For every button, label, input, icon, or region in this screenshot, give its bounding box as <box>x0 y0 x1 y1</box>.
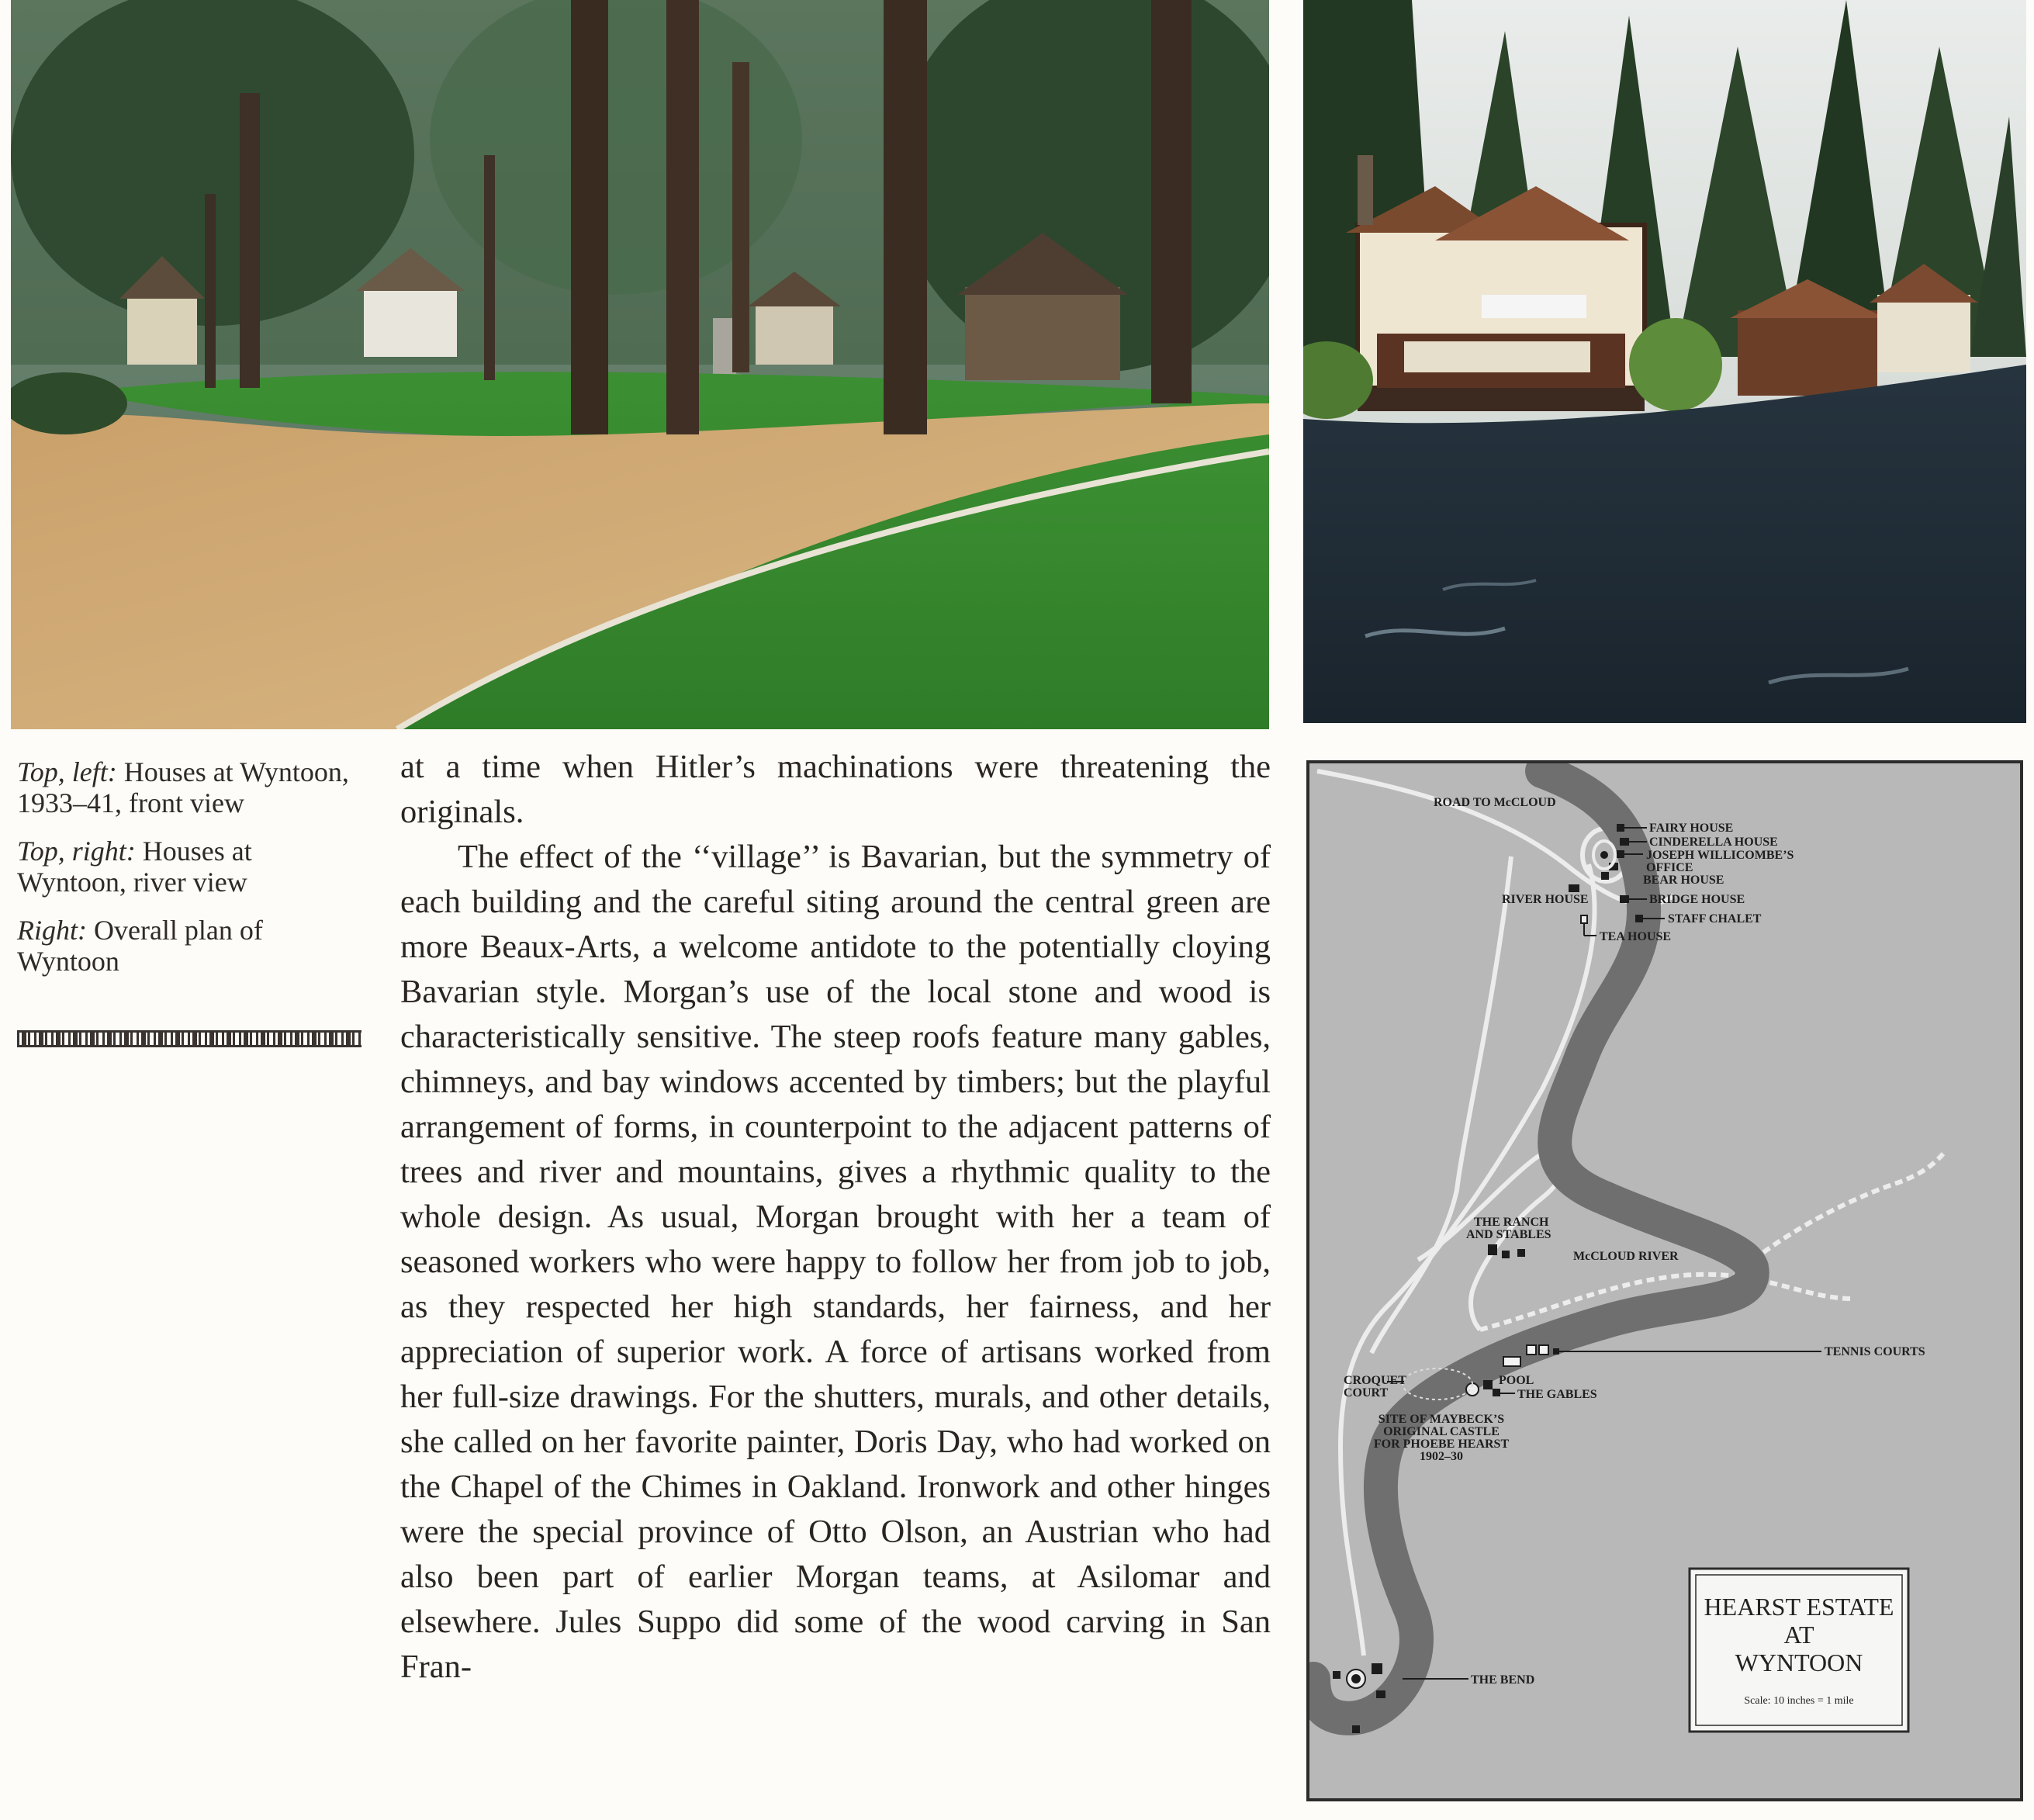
paragraph: at a time when Hitler’s machinations were threatening the originals. <box>400 749 1271 830</box>
estate-map <box>1306 760 2023 1801</box>
caption-label: Right: <box>17 915 87 946</box>
label-maybeck-site: SITE OF MAYBECK’S <box>1378 1413 1505 1426</box>
photo-river-view <box>1303 0 2026 723</box>
label-road-to-mccloud: ROAD TO McCLOUD <box>1434 796 1556 809</box>
label-staff-chalet: STAFF CHALET <box>1668 912 1762 926</box>
label-joseph-willicombe-office: OFFICE <box>1646 861 1693 874</box>
label-croquet-court: COURT <box>1344 1386 1389 1400</box>
label-bridge-house: BRIDGE HOUSE <box>1649 893 1745 906</box>
label-ranch: AND STABLES <box>1466 1228 1551 1241</box>
label-the-gables: THE GABLES <box>1517 1388 1597 1401</box>
label-maybeck-site: 1902–30 <box>1420 1450 1463 1463</box>
label-ranch: THE RANCH <box>1474 1216 1549 1229</box>
photo-front-view <box>11 0 1269 729</box>
label-mccloud-river: McCLOUD RIVER <box>1573 1250 1679 1263</box>
label-cinderella-house: CINDERELLA HOUSE <box>1649 836 1778 849</box>
map-title: AT <box>1783 1621 1814 1649</box>
caption-top-left <box>17 756 366 818</box>
caption-text: Houses at Wyntoon, 1933–41, front view <box>17 756 349 818</box>
label-pool: POOL <box>1499 1374 1534 1387</box>
map-scale: Scale: 10 inches = 1 mile <box>1744 1695 1854 1707</box>
label-tennis-courts: TENNIS COURTS <box>1825 1345 1925 1358</box>
caption-text: Overall plan of Wyntoon <box>17 915 263 977</box>
body-text <box>400 745 1271 1690</box>
estate-map-drawing <box>1309 763 2020 1798</box>
map-buildings <box>1333 824 1643 1733</box>
photo-front-view-image <box>11 0 1269 729</box>
photo-river-view-image <box>1303 0 2026 723</box>
label-tea-house: TEA HOUSE <box>1600 930 1672 943</box>
label-maybeck-site: ORIGINAL CASTLE <box>1383 1425 1500 1438</box>
label-the-bend: THE BEND <box>1471 1673 1535 1687</box>
caption-label: Top, right: <box>17 836 136 867</box>
label-fairy-house: FAIRY HOUSE <box>1649 822 1734 835</box>
decorative-border <box>17 1030 361 1047</box>
map-title: WYNTOON <box>1735 1649 1863 1676</box>
caption-right <box>17 915 366 977</box>
caption-label: Top, left: <box>17 756 117 787</box>
photo-captions <box>17 756 366 994</box>
label-maybeck-site: FOR PHOEBE HEARST <box>1373 1438 1510 1451</box>
label-croquet-court: CROQUET <box>1344 1374 1406 1387</box>
label-river-house: RIVER HOUSE <box>1502 893 1589 906</box>
paragraph: The effect of the ‘‘village’’ is Bavarian, but the symmetry of each building and the careful siting around the central green are more Beaux-Arts, a welcome antidote to the potentially cloying Bavarian style. Morgan’s use of the local stone and wood is characteristically sensitive. The steep roofs feature many gables, chimneys, and bay windows accented by timbers; but the playful arrangement of forms, in counterpoint to the adjacent patterns of trees and river and mountains, gives a rhythmic quality to the whole design. As usual, Morgan brought with her a team of seasoned workers who were happy to follow her from job to job, as they respected her high standards, her fairness, and her appreciation of superior work. A force of artisans worked from her full-size drawings. For the shutters, murals, and other details, she called on her favorite painter, Doris Day, who had worked on the Chapel of the Chimes in Oakland. Ironwork and other hinges were the special province of Otto Olson, an Austrian who had also been part of earlier Morgan teams, at Asilomar and elsewhere. Jules Suppo did some of the wood carving in San Fran- <box>400 839 1271 1685</box>
label-bear-house: BEAR HOUSE <box>1643 874 1724 887</box>
map-title: HEARST ESTATE <box>1704 1593 1894 1621</box>
caption-top-right <box>17 836 366 898</box>
label-joseph-willicombe-office: JOSEPH WILLICOMBE’S <box>1646 849 1794 862</box>
caption-text: Houses at Wyntoon, river view <box>17 836 252 898</box>
map-title-box <box>1690 1569 1908 1732</box>
